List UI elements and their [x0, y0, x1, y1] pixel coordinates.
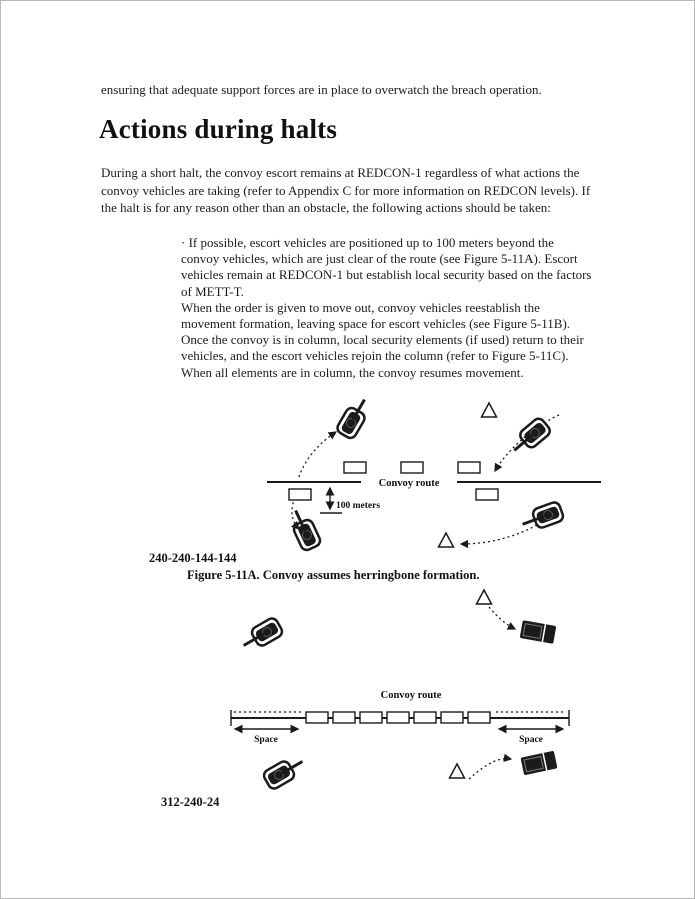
escort-tank-icon: [335, 399, 373, 440]
escort-tank-icon: [262, 753, 308, 791]
security-vehicle-icon: [520, 620, 557, 644]
figure-5-11b-diagram: [139, 683, 609, 801]
escort-path-dotted: [461, 525, 537, 544]
op-triangle-icon: [439, 533, 454, 547]
op-triangle-icon: [477, 590, 492, 604]
escort-tank-icon: [519, 501, 564, 534]
route-label: Convoy route: [380, 690, 442, 701]
escort-path-dotted: [299, 432, 336, 477]
op-triangle-icon: [482, 403, 497, 417]
convoy-vehicle-box: [306, 712, 328, 723]
security-vehicle-icon: [521, 751, 558, 776]
action-item: When all elements are in column, the convoy resumes movement.: [181, 364, 524, 380]
convoy-vehicle-box: [387, 712, 409, 723]
action-item: When the order is given to move out, convoy vehicles reestablish the movement formation, leaving space for escort vehicles (see Figure 5-11B). Once the convoy is in column, local security elements (if used) return to their vehicles, and the escort vehicles rejoin the column (refer to Figure 5-11C).: [181, 299, 584, 364]
convoy-vehicle-box: [289, 489, 311, 500]
figure-b-number: 312-240-24: [161, 795, 220, 809]
return-path-dotted: [489, 607, 515, 629]
convoy-vehicle-box: [344, 462, 366, 473]
convoy-vehicle-box: [476, 489, 498, 500]
convoy-vehicle-box: [333, 712, 355, 723]
convoy-vehicle-box: [414, 712, 436, 723]
convoy-vehicle-box: [468, 712, 490, 723]
route-label: Convoy route: [378, 478, 440, 489]
return-path-dotted: [469, 759, 511, 779]
section-heading: Actions during halts: [99, 114, 338, 144]
convoy-vehicle-box: [360, 712, 382, 723]
figure-a-caption: Figure 5-11A. Convoy assumes herringbone formation.: [187, 568, 480, 582]
space-label-right: Space: [519, 735, 543, 745]
convoy-vehicle-box: [401, 462, 423, 473]
distance-label: 100 meters: [336, 501, 381, 511]
actions-list: [181, 235, 593, 381]
escort-tank-icon: [508, 416, 552, 458]
convoy-vehicle-box: [441, 712, 463, 723]
figure-5-11b-upper-diagram: [139, 585, 609, 663]
intro-paragraph: ensuring that adequate support forces are in place to overwatch the breach operation.: [101, 82, 542, 97]
escort-tank-icon: [239, 616, 285, 654]
action-item: · If possible, escort vehicles are positioned up to 100 meters beyond the convoy vehicles, which are just clear of the route (see Figure 5-11A). Escort vehicles remain at REDCON-1 but establish local security based on the factors of METT-T.: [181, 235, 592, 299]
op-triangle-icon: [450, 764, 465, 778]
figure-a-number: 240-240-144-144: [149, 551, 237, 565]
lead-paragraph: During a short halt, the convoy escort remains at REDCON-1 regardless of what actions the convoy vehicles are taking (refer to Appendix C for more information on REDCON levels). If the halt is for any reason other than an obstacle, the following actions should be taken:: [101, 165, 591, 215]
escort-path-dotted: [495, 415, 559, 471]
space-label-left: Space: [254, 735, 278, 745]
figure-5-11a-diagram: [139, 399, 609, 553]
convoy-vehicle-box: [458, 462, 480, 473]
